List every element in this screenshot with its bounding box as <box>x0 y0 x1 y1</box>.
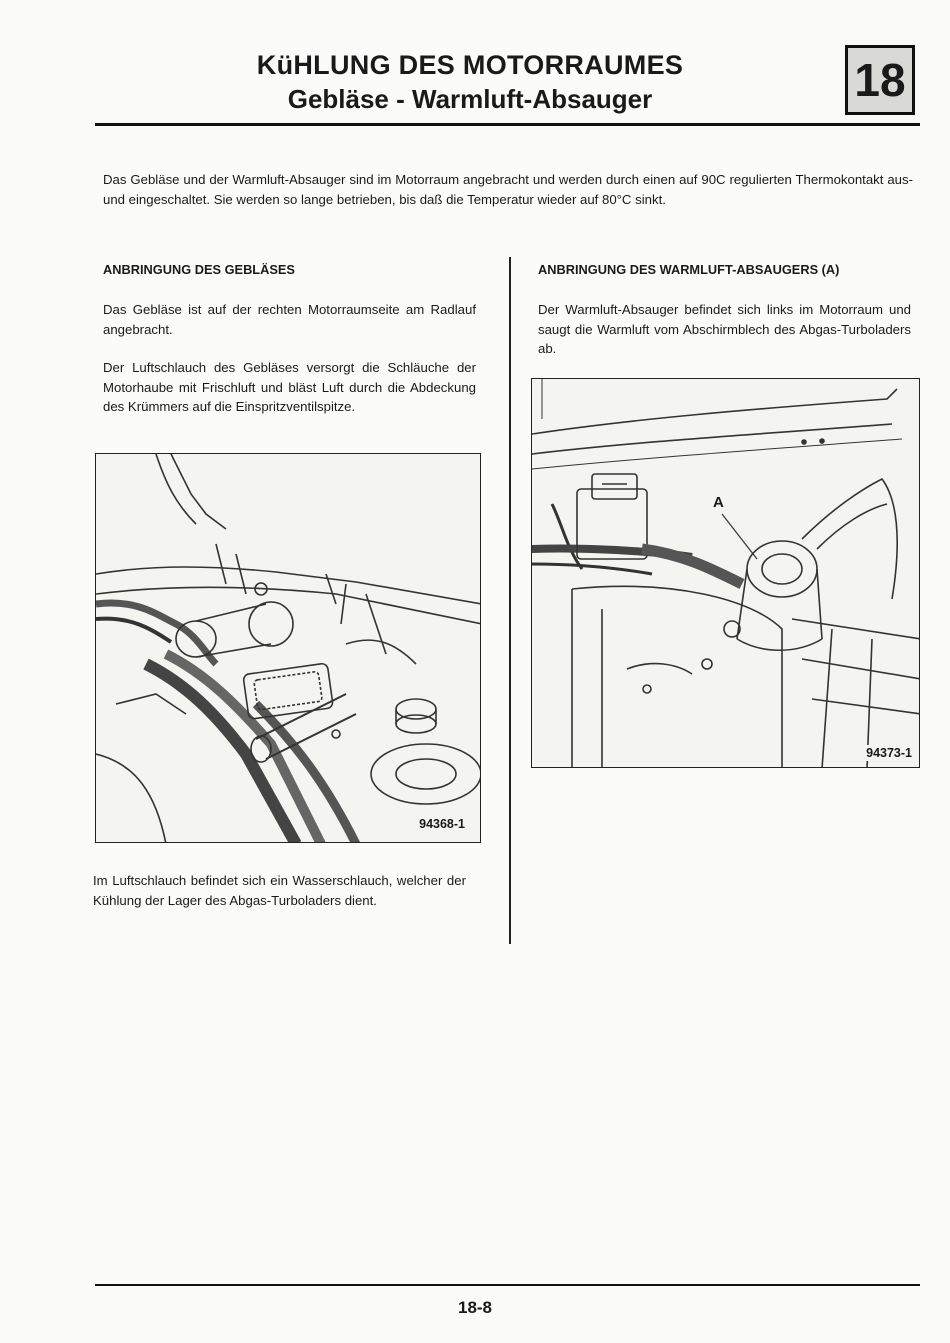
left-paragraph-3: Im Luftschlauch befindet sich ein Wasserschlauch, welcher der Kühlung der Lager des Abgas-Turboladers dient. <box>93 873 466 908</box>
column-divider <box>509 257 511 944</box>
left-paragraph-2: Der Luftschlauch des Gebläses versorgt die Schläuche der Motorhaube mit Frischluft und bläst Luft durch die Abdeckung des Krümmers auf die Einspritzventilspitze. <box>103 360 476 414</box>
page-number: 18-8 <box>457 1298 493 1317</box>
page-title: KüHLUNG DES MOTORRAUMES <box>256 50 684 80</box>
right-paragraph-1: Der Warmluft-Absauger befindet sich links im Motorraum und saugt die Warmluft vom Abschirmblech des Abgas-Turboladers ab. <box>538 302 911 356</box>
figure-number-right: 94373-1 <box>863 745 915 761</box>
chapter-badge: 18 <box>845 45 915 115</box>
blower-illustration <box>96 454 481 843</box>
extractor-illustration <box>532 379 920 768</box>
header-rule <box>95 123 920 126</box>
intro-paragraph: Das Gebläse und der Warmluft-Absauger sind im Motorraum angebracht und werden durch einen auf 90C regulierten Thermokontakt aus- und eingeschaltet. Sie werden so lange betrieben, bis daß die Temperatur wieder auf 80°C sinkt. <box>103 172 913 207</box>
right-heading: ANBRINGUNG DES WARMLUFT-ABSAUGERS (A) <box>538 262 840 277</box>
left-heading: ANBRINGUNG DES GEBLÄSES <box>103 262 295 277</box>
footer-rule <box>95 1284 920 1286</box>
figure-extractor <box>531 378 920 768</box>
callout-a: A <box>713 494 724 511</box>
left-paragraph-1: Das Gebläse ist auf der rechten Motorraumseite am Radlauf angebracht. <box>103 302 476 337</box>
figure-number-left: 94368-1 <box>416 816 468 832</box>
figure-blower <box>95 453 481 843</box>
page-subtitle: Gebläse - Warmluft-Absauger <box>287 84 653 114</box>
